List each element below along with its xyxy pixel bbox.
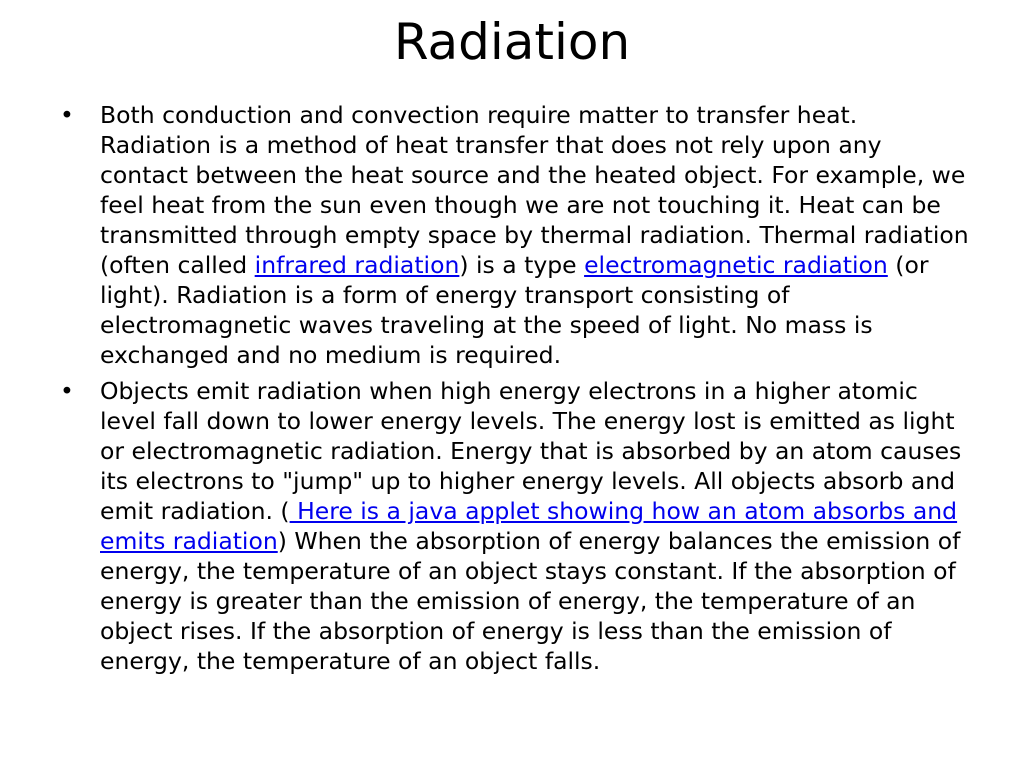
bullet-dot-icon: • xyxy=(60,377,74,405)
bullet-item-conduction xyxy=(60,100,970,370)
java-applet-link[interactable]: Here is a java applet showing how an atom absorbs and emits radiation xyxy=(100,497,958,555)
bullet-text: Objects emit radiation when high energy electrons in a higher atomic level fall down to lower energy levels. The energy lost is emitted as light or electromagnetic radiation. Energy that is absorbed by an atom causes its electrons to "jump" up to higher energy levels. All objects absorb and emit radiation. ( xyxy=(100,377,962,525)
bullet-text: (or light). Radiation is a form of energy transport consisting of electromagnetic waves traveling at the speed of light. No mass is exchanged and no medium is required. xyxy=(100,251,929,369)
bullet-item-emission xyxy=(60,376,970,676)
bullet-text: ) When the absorption of energy balances the emission of energy, the temperature of an object stays constant. If the absorption of energy is greater than the emission of energy, the temperature of an object rises. If the absorption of energy is less than the emission of energy, the temperature of an object falls. xyxy=(100,527,961,675)
infrared-radiation-link[interactable]: infrared radiation xyxy=(254,251,460,279)
bullet-text: ) is a type xyxy=(459,251,585,279)
slide-title: Radiation xyxy=(393,13,631,71)
bullet-text: Both conduction and convection require matter to transfer heat. Radiation is a method of heat transfer that does not rely upon any contact between the heat source and the heated object. For example, we feel heat from the sun even though we are not touching it. Heat can be transmitted through empty space by thermal radiation. Thermal radiation (often called xyxy=(100,101,969,279)
bullet-dot-icon: • xyxy=(60,101,74,129)
bullet-list xyxy=(60,100,970,682)
electromagnetic-radiation-link[interactable]: electromagnetic radiation xyxy=(584,251,888,279)
